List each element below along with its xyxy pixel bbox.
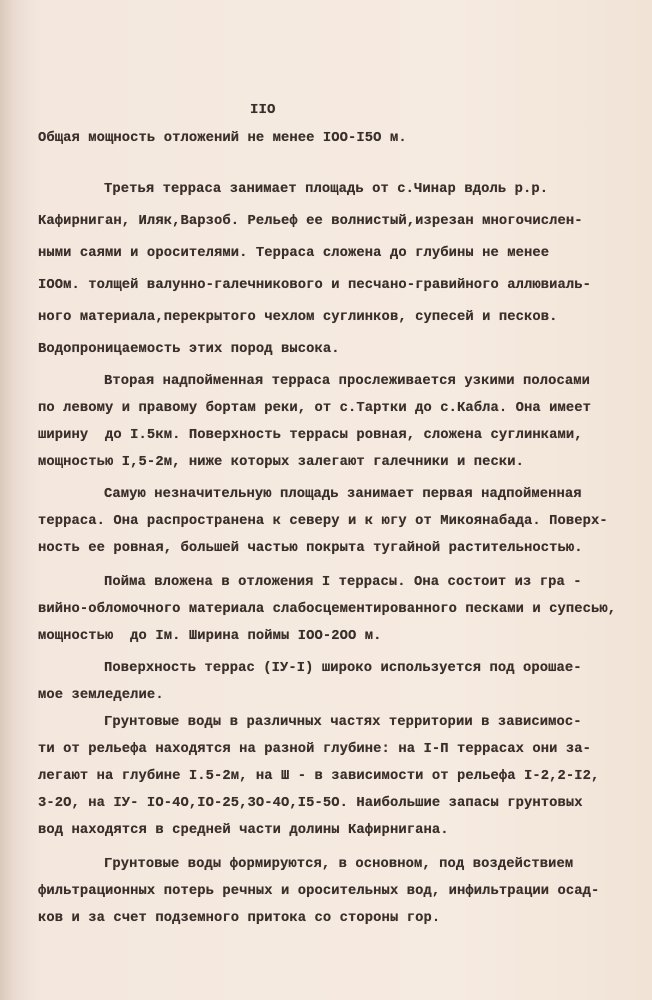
text-line: фильтрационных потерь речных и оросительных вод, инфильтрации осад- <box>38 884 600 899</box>
text-line: ность ее ровная, большей частью покрыта тугайной растительностью. <box>38 541 583 556</box>
text-line: мощностью до Iм. Ширина поймы IOO-2OO м. <box>38 629 382 644</box>
text-line: ного материала,перекрытого чехлом суглинков, супесей и песков. <box>38 310 558 325</box>
text-line: ширину до I.5км. Поверхность террасы ровная, сложена суглинками, <box>38 428 583 443</box>
text-line: Поверхность террас (IУ-I) широко используется под орошае- <box>104 661 582 676</box>
text-line: легают на глубине I.5-2м, на Ш - в зависимости от рельефа I-2,2-I2, <box>38 769 600 784</box>
text-line: вод находятся в средней части долины Кафирнигана. <box>38 823 449 838</box>
text-line: Водопроницаемость этих пород высока. <box>38 342 340 357</box>
text-line: Грунтовые воды формируются, в основном, под воздействием <box>104 857 574 872</box>
text-line: IOOм. толщей валунно-галечникового и песчано-гравийного аллювиаль- <box>38 278 592 293</box>
text-line: по левому и правому бортам реки, от с.Тартки до с.Кабла. Она имеет <box>38 401 592 416</box>
text-line: ными саями и оросителями. Терраса сложена до глубины не менее <box>38 246 550 261</box>
text-line: Пойма вложена в отложения I террасы. Она состоит из гра - <box>104 575 582 590</box>
text-line: мощностью I,5-2м, ниже которых залегают галечники и пески. <box>38 455 525 470</box>
text-line: Третья терраса занимает площадь от с.Чинар вдоль р.р. <box>104 182 549 197</box>
text-line: мое земледелие. <box>38 688 164 703</box>
text-line: Грунтовые воды в различных частях территории в зависимос- <box>104 715 582 730</box>
text-line: терраса. Она распространена к северу и к югу от Микоянабада. Поверх- <box>38 514 608 529</box>
text-line: 3-2O, на IУ- IO-4O,IO-25,3O-4O,I5-5O. Наибольшие запасы грунтовых <box>38 796 583 811</box>
text-line: Самую незначительную площадь занимает первая надпойменная <box>104 487 582 502</box>
text-line: вийно-обломочного материала слабосцементированного песками и супесью, <box>38 602 617 617</box>
text-line: ков и за счет подземного притока со стороны гор. <box>38 911 441 926</box>
text-line: Вторая надпойменная терраса прослеживается узкими полосами <box>104 374 591 389</box>
text-line: Общая мощность отложений не менее IOO-I5O м. <box>38 131 407 146</box>
text-line: Кафирниган, Иляк,Варзоб. Рельеф ее волнистый,изрезан многочислен- <box>38 214 583 229</box>
page-number: IIO <box>250 102 276 118</box>
text-line: ти от рельефа находятся на разной глубине: на I-П террасах они за- <box>38 742 592 757</box>
